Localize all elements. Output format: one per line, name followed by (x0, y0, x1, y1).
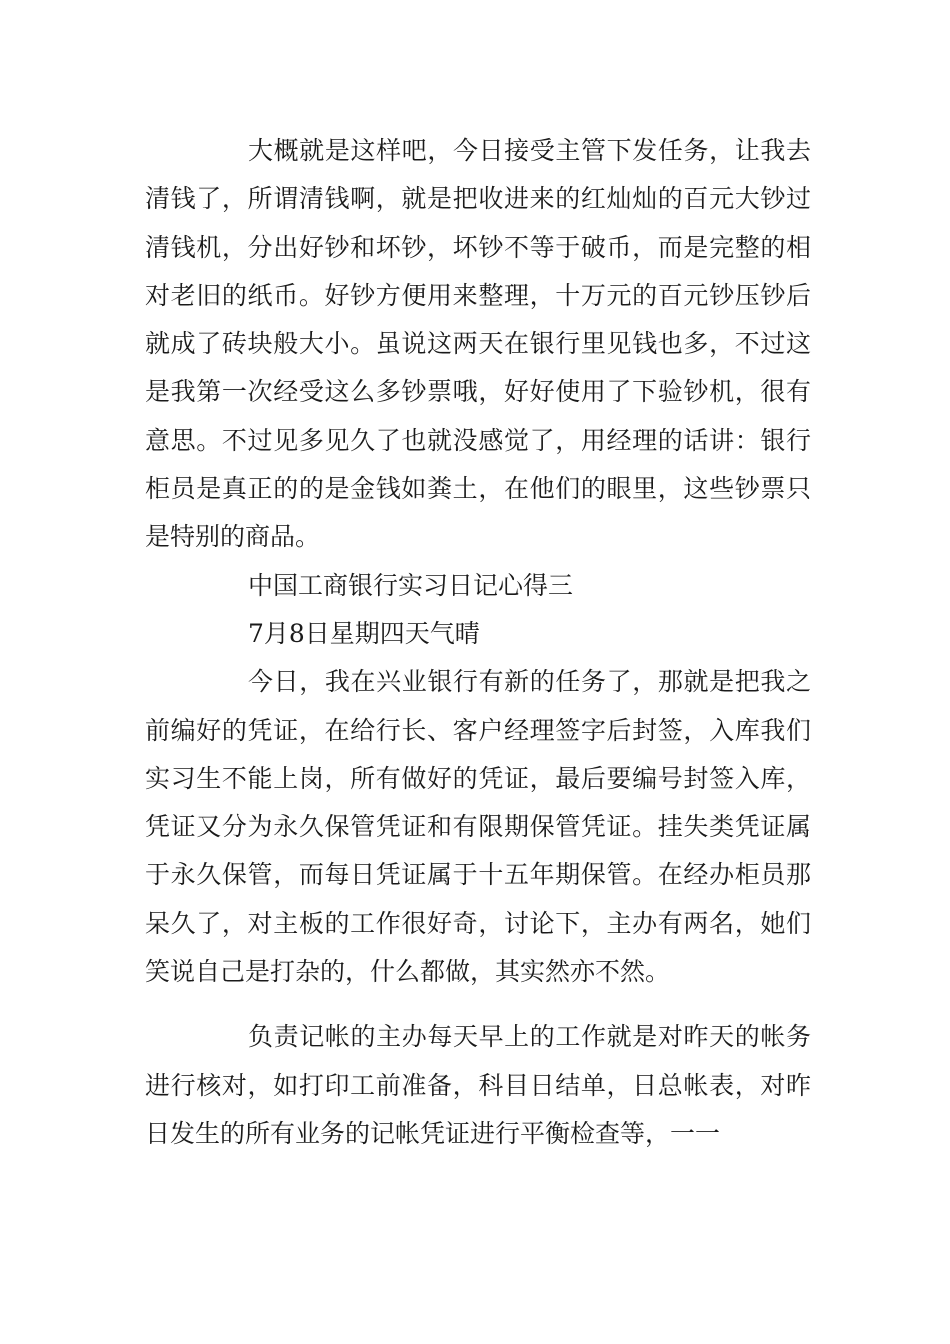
paragraph-cash-sorting: 大概就是这样吧，今日接受主管下发任务，让我去清钱了，所谓清钱啊，就是把收进来的红灿灿的百元大钞过清钱机，分出好钞和坏钞，坏钞不等于破币，而是完整的相对老旧的纸币。好钞方便用来整理，十万元的百元钞压钞后就成了砖块般大小。虽说这两天在银行里见钱也多，不过这是我第一次经受这么多钞票哦，好好使用了下验钞机，很有意思。不过见多见久了也就没感觉了，用经理的话讲：银行柜员是真正的的是金钱如粪土，在他们的眼里，这些钞票只是特别的商品。 (145, 136, 811, 552)
diary-title: 中国工商银行实习日记心得三 (248, 570, 574, 600)
paragraph-bookkeeping: 负责记帐的主办每天早上的工作就是对昨天的帐务进行核对，如打印工前准备，科目日结单，日总帐表，对昨日发生的所有业务的记帐凭证进行平衡检查等，一一 (145, 1022, 811, 1148)
document-body (145, 127, 811, 1158)
paragraph-vouchers: 今日，我在兴业银行有新的任务了，那就是把我之前编好的凭证，在给行长、客户经理签字后封签，入库我们实习生不能上岗，所有做好的凭证，最后要编号封签入库，凭证又分为永久保管凭证和有限期保管凭证。挂失类凭证属于永久保管，而每日凭证属于十五年期保管。在经办柜员那呆久了，对主板的工作很好奇，讨论下，主办有两名，她们笑说自己是打杂的，什么都做，其实然亦不然。 (145, 667, 811, 987)
diary-date-weather: 7月8日星期四天气晴 (248, 618, 480, 648)
